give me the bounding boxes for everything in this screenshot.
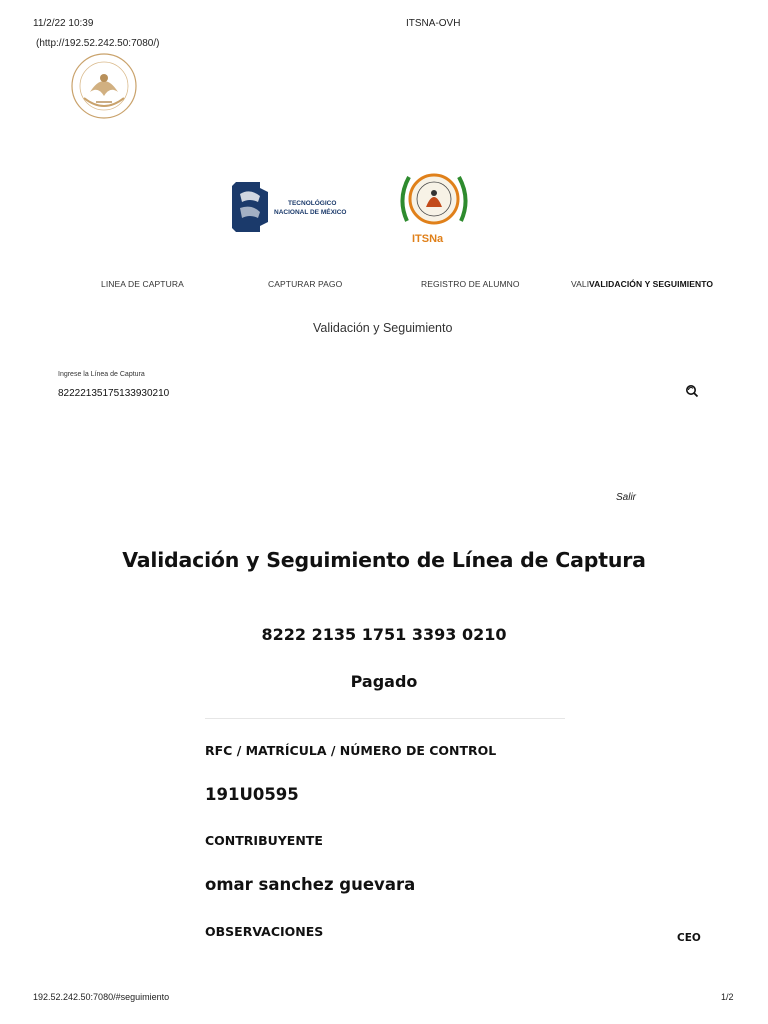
rfc-value: 191U0595	[205, 785, 299, 804]
section-title: Validación y Seguimiento	[313, 321, 453, 335]
tecnm-logo	[230, 178, 355, 236]
contribuyente-label: CONTRIBUYENTE	[205, 833, 323, 848]
contribuyente-value: omar sanchez guevara	[205, 875, 416, 894]
print-page-number: 1/2	[721, 992, 734, 1002]
nav-validacion-prefix: VALI	[571, 279, 590, 289]
print-datetime: 11/2/22 10:39	[33, 18, 94, 29]
nav-validacion-seguimiento[interactable]	[571, 279, 714, 291]
tecnm-text-line1: TECNOLÓGICO	[288, 200, 337, 207]
print-page-title: ITSNA-OVH	[406, 18, 461, 29]
rfc-label: RFC / MATRÍCULA / NÚMERO DE CONTROL	[205, 743, 497, 758]
payment-status: Pagado	[350, 672, 418, 691]
search-label: Ingrese la Línea de Captura	[58, 371, 145, 378]
mexico-seal-logo	[70, 52, 138, 120]
itsna-logo	[395, 165, 473, 250]
result-heading: Validación y Seguimiento de Línea de Captura	[122, 548, 646, 572]
nav-linea-de-captura[interactable]: LINEA DE CAPTURA	[101, 279, 184, 289]
nav-capturar-pago[interactable]: CAPTURAR PAGO	[268, 279, 343, 289]
search-refresh-icon[interactable]	[684, 383, 700, 399]
nav-validacion-label: VALIDACIÓN Y SEGUIMIENTO	[589, 279, 714, 289]
nav-registro-de-alumno[interactable]: REGISTRO DE ALUMNO	[421, 279, 520, 289]
capture-line-number: 8222 2135 1751 3393 0210	[261, 625, 507, 644]
salir-link[interactable]: Salir	[616, 492, 637, 503]
itsna-label: ITSNa	[412, 233, 444, 245]
print-footer-url: 192.52.242.50:7080/#seguimiento	[33, 992, 170, 1002]
tecnm-text-line2: NACIONAL DE MÉXICO	[274, 209, 347, 216]
observaciones-label: OBSERVACIONES	[205, 924, 324, 939]
capture-line-input[interactable]: 82222135175133930210	[58, 388, 170, 399]
divider	[205, 718, 565, 719]
side-text: CEO	[677, 932, 701, 944]
print-url: (http://192.52.242.50:7080/)	[36, 38, 160, 49]
